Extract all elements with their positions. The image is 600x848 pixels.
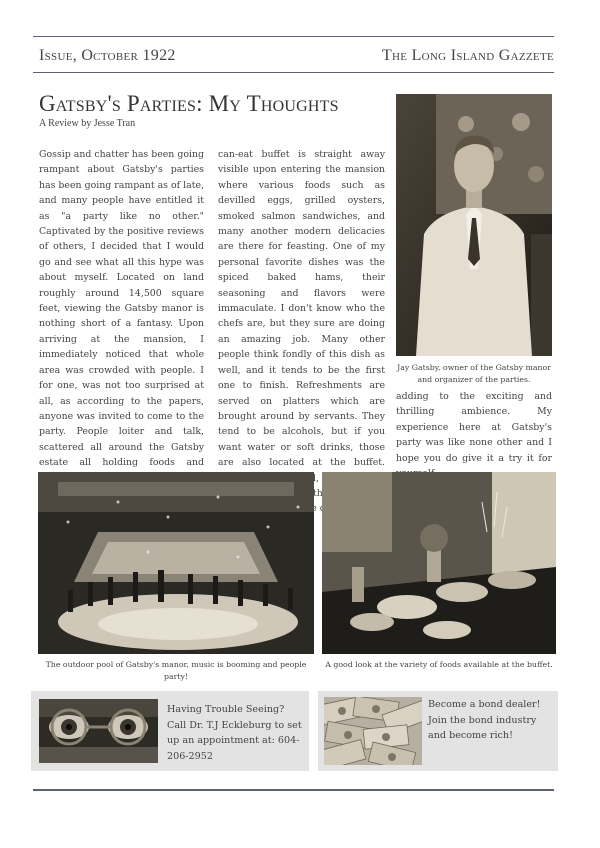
portrait-caption: Jay Gatsby, owner of the Gatsby manor and organizer of the parties. [397, 363, 551, 384]
money-image [324, 697, 422, 765]
article-column-3: adding to the exciting and thrilling ambience. My experience here at Gatsby's party was like none other and I hope you do give it a try it for [396, 391, 552, 464]
article-column-1: Gossip and chatter has been going rampant about Gatsby's parties has been going rampant as of late, and many people have entitled it as "a party like no other." Captivated by the positive reviews of others, I decided that I would go and see what all this hype was about myself. Located on land roughly around 14,500 square feet, viewing the Gatsby manor is nothing short of a fantasy. Upon arriving at the mansion, I immediately noticed that whole area was crowded with people. I for one, was not too surprised at all, as according to the papers, anyone was invited to come to the party. People loiter and talk, scattered all around the Gatsby estate all holding foods and [39, 149, 204, 469]
top-rule [33, 36, 554, 37]
newspaper-name: The Long Island Gazzete [381, 47, 554, 64]
bond-dealer-ad-text: Become a bond dealer! Join the bond industry and become rich! [428, 699, 541, 742]
gatsby-portrait-photo [396, 94, 552, 356]
eye-doctor-ad [31, 691, 309, 771]
article-byline: A Review by Jesse Tran [39, 118, 136, 129]
article-title: Gatsby's Parties: My Thoughts [39, 91, 339, 116]
header-rule [33, 72, 554, 73]
buffet-food-photo [322, 472, 556, 654]
pool-party-photo [38, 472, 314, 654]
eye-doctor-ad-text: Having Trouble Seeing? Call Dr. T.J Eckleburg to set up an appointment at: 604-206-2952 [167, 704, 302, 762]
issue-date: Issue, October 1922 [39, 47, 176, 64]
article-column-2: can-eat buffet is straight away visible upon entering the mansion where various foods such as devilled eggs, grilled oysters, smoked salmon sandwiches, and many another modern delicacies are there for feasting. One of my personal favorite dishes was the spiced baked hams, their seasoning and flavors were immaculate. I don't know who the chefs are, but they sure are doing an amazing job. Many other people think fondly of this dish as well, and it tends to be the first one to finish. Refreshments are served on platters which are brought around by servants. They tend to be alcohols, but if you want water or soft drinks, those are also located at the buffet. the [218, 149, 385, 499]
eyes-image [39, 699, 158, 763]
pool-caption: The outdoor pool of Gatsby's manor, music is booming and people party! [45, 660, 307, 681]
bottom-rule [33, 789, 554, 791]
bond-dealer-ad [318, 691, 558, 771]
food-caption: A good look at the variety of foods available at the buffet. [325, 660, 553, 669]
